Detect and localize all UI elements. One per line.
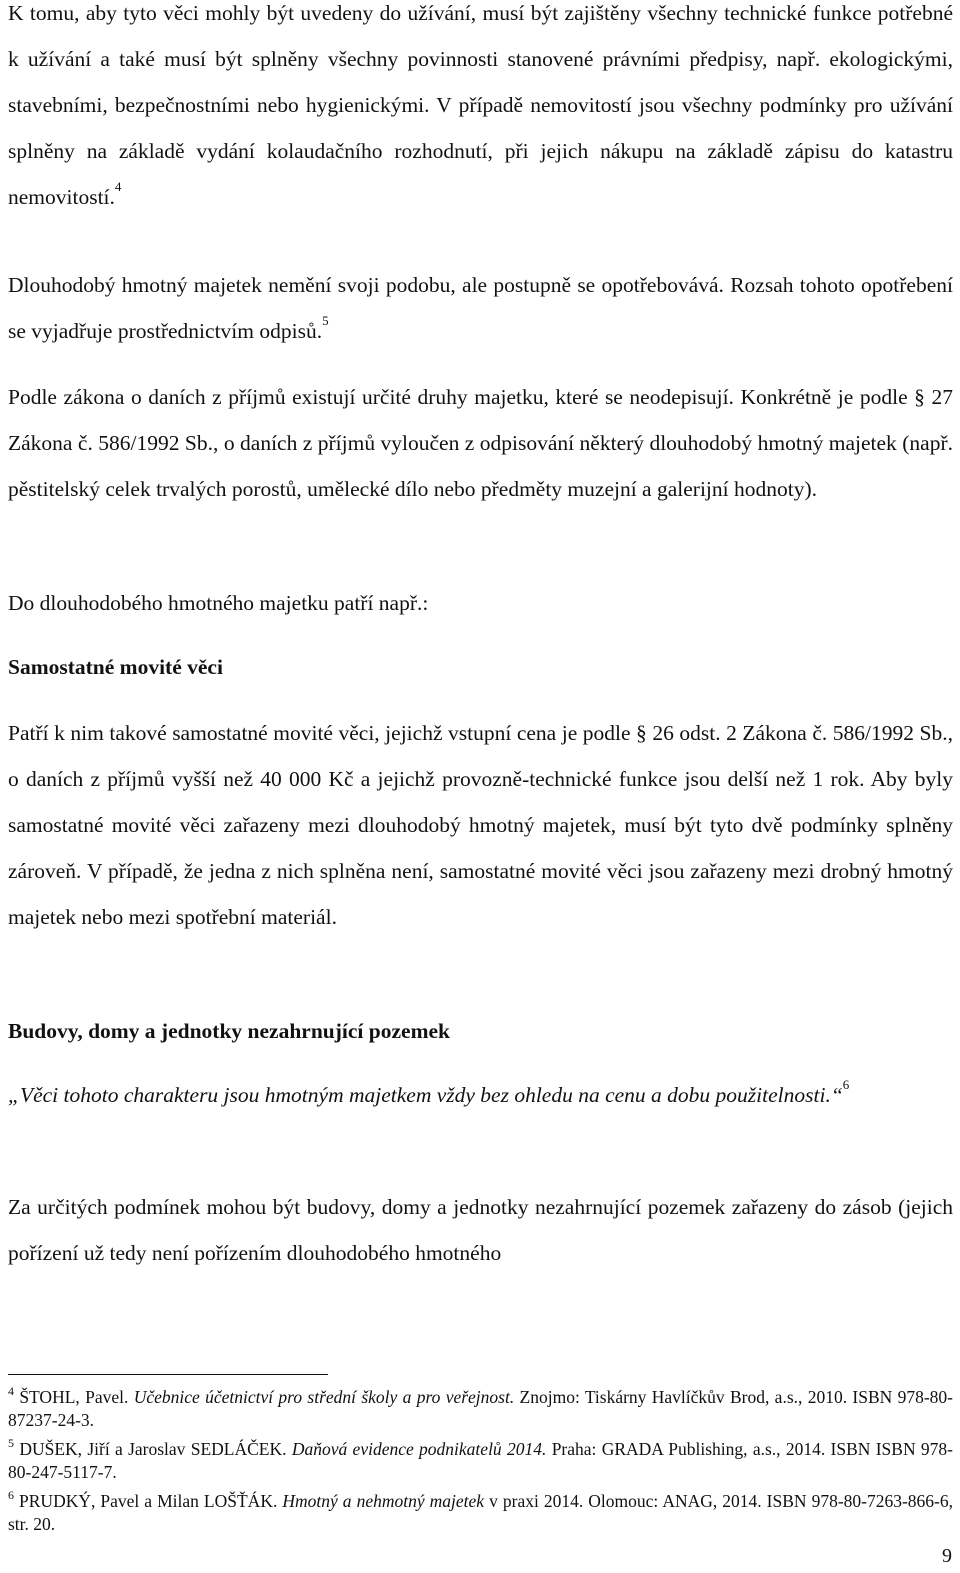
paragraph: Patří k nim takové samostatné movité věci, jejichž vstupní cena je podle § 26 odst. 2 Zákona č. 586/1992 Sb., o daních z příjmů vyšší než 40 000 Kč a jejichž provozně-technické funkce jsou delší než 1 rok. Aby byly samostatné movité věci zařazeny mezi dlouhodobý hmotný majetek, musí být tyto dvě podmínky splněny zároveň. V případě, že jedna z nich splněna není, samostatné movité věci jsou zařazeny mezi drobný hmotný majetek nebo mezi spotřební materiál.	[8, 721, 953, 929]
paragraph	[8, 262, 953, 354]
footnote-number: 4	[8, 1384, 14, 1398]
footnote-ref[interactable]: 4	[114, 179, 122, 194]
footnote-authors: PRUDKÝ, Pavel a Milan LOŠŤÁK.	[19, 1491, 278, 1511]
footnote-divider	[8, 1374, 328, 1375]
footnote-authors: ŠTOHL, Pavel.	[19, 1387, 129, 1407]
quote-text: „Věci tohoto charakteru jsou hmotným majetkem vždy bez ohledu na cenu a dobu použitelnosti.“	[8, 1083, 843, 1107]
paragraph: Za určitých podmínek mohou být budovy, domy a jednotky nezahrnující pozemek zařazeny do zásob (jejich pořízení už tedy není pořízením dlouhodobého hmotného	[8, 1195, 953, 1265]
footnote-ref[interactable]: 6	[842, 1077, 850, 1092]
paragraph	[8, 0, 953, 220]
footnote-details: v praxi 2014. Olomouc: ANAG, 2014. ISBN 978-80-7263-866-6, str. 20.	[8, 1491, 954, 1534]
footnote-title: Učebnice účetnictví pro střední školy a pro veřejnost.	[133, 1387, 515, 1407]
footnote-authors: DUŠEK, Jiří a Jaroslav SEDLÁČEK.	[19, 1439, 287, 1459]
paragraph-text: K tomu, aby tyto věci mohly být uvedeny do užívání, musí být zajištěny všechny technické funkce potřebné k užívání a také musí být splněny všechny povinnosti stanovené právními předpisy, např. ekologickými, stavebními, bezpečnostními nebo hygienickými. V případě nemovitostí jsou všechny podmínky pro užívání splněny na základě vydání kolaudačního rozhodnutí, při jejich nákupu na základě zápisu do katastru nemovitostí.	[8, 1, 953, 209]
footnote-title: Hmotný a nehmotný majetek	[282, 1491, 485, 1511]
section-heading: Samostatné movité věci	[8, 655, 223, 679]
footnote-ref[interactable]: 5	[322, 313, 329, 328]
footnote-number: 6	[8, 1488, 14, 1502]
footnote	[8, 1438, 953, 1484]
footnote-details: Znojmo: Tiskárny Havlíčkův Brod, a.s., 2010. ISBN 978-80-87237-24-3.	[8, 1387, 954, 1430]
paragraph: Podle zákona o daních z příjmů existují určité druhy majetku, které se neodepisují. Konkrétně je podle § 27 Zákona č. 586/1992 Sb., o daních z příjmů vyloučen z odpisování některý dlouhodobý hmotný majetek (např. pěstitelský celek trvalých porostů, umělecké dílo nebo předměty muzejní a galerijní hodnoty).	[8, 385, 953, 501]
page-number: 9	[942, 1545, 952, 1567]
footnote	[8, 1386, 953, 1432]
paragraph-text: Dlouhodobý hmotný majetek nemění svoji podobu, ale postupně se opotřebovává. Rozsah tohoto opotřebení se vyjadřuje prostřednictvím odpisů.	[8, 273, 953, 343]
footnote-title: Daňová evidence podnikatelů 2014.	[291, 1439, 547, 1459]
section-heading: Budovy, domy a jednotky nezahrnující pozemek	[8, 1019, 450, 1043]
paragraph: Do dlouhodobého hmotného majetku patří např.:	[8, 591, 429, 615]
footnote-number: 5	[8, 1436, 14, 1450]
quote-paragraph	[8, 1072, 953, 1118]
footnote	[8, 1490, 953, 1536]
footnote-details: Praha: GRADA Publishing, a.s., 2014. ISBN ISBN 978-80-247-5117-7.	[8, 1439, 953, 1482]
